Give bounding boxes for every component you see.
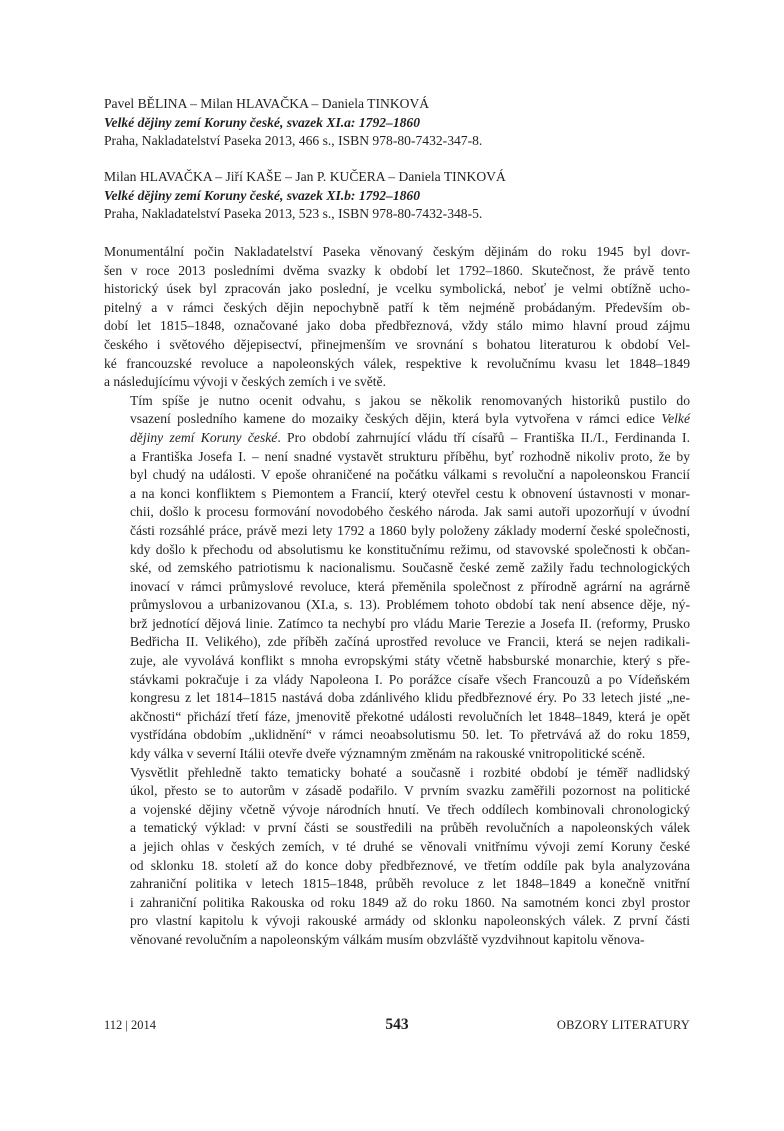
text-line: úkol, přesto se to autorům v zásadě podařilo. V prvním svazku zaměřili pozornost na politické bbox=[130, 783, 690, 799]
issue-number: 112 | 2014 bbox=[104, 1018, 157, 1032]
text-line: byl chudý na události. V epoše ohraničené na počátku válkami s revoluční a napoleonskou Francií bbox=[130, 467, 690, 483]
text-line: Monumentální počin Nakladatelství Paseka věnovaný českým dějinám do roku 1945 byl dovr- bbox=[104, 244, 690, 259]
text-line: průmyslovou a urbanizovanou (XI.a, s. 13). Problémem tohoto období tak není absence děje, ný- bbox=[130, 597, 690, 613]
page-number: 543 bbox=[385, 1016, 409, 1033]
text-line: a následujícímu vývoji v českých zemích i ve světě. bbox=[104, 374, 386, 390]
reference-publication: Praha, Nakladatelství Paseka 2013, 466 s., ISBN 978-80-7432-347-8. bbox=[104, 133, 483, 148]
text-line: vsazení posledního kamene do mozaiky českých dějin, která byla vytvořena v rámci edice Velké bbox=[130, 411, 690, 427]
text-line: ské, od zemského patriotismu k nacionalismu. Současně české země zažily řadu technologických bbox=[130, 560, 690, 576]
reference-1 bbox=[104, 95, 690, 151]
text-line: stávkami pokračuje i za vlády Napoleona I. Po porážce císaře všech Francouzů a po Vídeňském bbox=[130, 671, 690, 687]
page-footer bbox=[104, 1016, 690, 1038]
text-line: pitelný a v rámci českých dějin nepochybně patří k těm nejméně probádaným. Především ob- bbox=[104, 299, 690, 315]
text-line: českého i světového dějepisectví, přinejmenším ve srovnání s bohatou literaturou k období Vel- bbox=[104, 336, 690, 352]
text-line: dějiny zemí Koruny české. Pro období zahrnující vládu tří císařů – Františka II./I., Ferdinanda I. bbox=[130, 429, 690, 445]
reference-authors: Pavel BĚLINA – Milan HLAVAČKA – Daniela TINKOVÁ bbox=[104, 96, 430, 111]
text-line: Vysvětlit přehledně takto tematicky bohaté a současně i rozbité období je téměř nadlidský bbox=[130, 764, 690, 780]
text-line: pro vlastní kapitolu k vývoji rakouské armády od sklonku napoleonských válek. Z první části bbox=[130, 913, 690, 929]
text-line: vystřídána obdobím „uklidnění“ v rámci neoabsolutismu 50. let. To přetrvává až do roku 1859, bbox=[130, 727, 690, 743]
text-line: zuje, ale vyvolává konflikt s mnoha evropskými státy včetně habsburské monarchie, který s pře- bbox=[130, 653, 690, 669]
edition-title-end: dějiny zemí Koruny české bbox=[130, 429, 278, 445]
reference-publication: Praha, Nakladatelství Paseka 2013, 523 s., ISBN 978-80-7432-348-5. bbox=[104, 206, 483, 221]
review-body bbox=[104, 243, 690, 950]
reference-title: Velké dějiny zemí Koruny české, svazek XI.a: 1792–1860 bbox=[104, 114, 421, 130]
text-line: ké francouzské revoluce a napoleonských válek, respektive k revolučnímu kvasu let 1848–1849 bbox=[104, 355, 690, 371]
reference-authors: Milan HLAVAČKA – Jiří KAŠE – Jan P. KUČERA – Daniela TINKOVÁ bbox=[104, 169, 506, 184]
text-line: chii, došlo k procesu formování novodobého českého národa. Jak sami autoři upozorňují v úvodní bbox=[130, 504, 690, 520]
text-line: věnované revolučním a napoleonským válkám musím obzvláště vyzdvihnout kapitolu věnova- bbox=[130, 931, 645, 947]
text-line: historický úsek byl zpracován jako poslední, je vcelku symbolická, neboť je velmi obtížně ucho- bbox=[104, 281, 690, 297]
text-line: od sklonku 18. století až do konce doby předbřeznové, ve třetím oddíle pak byla analyzována bbox=[130, 857, 690, 873]
text-line: a tematický výklad: v první části se soustředili na průběh revolučních a napoleonských válek bbox=[130, 820, 690, 836]
edition-title-start: Velké bbox=[661, 411, 690, 427]
journal-name: OBZORY LITERATURY bbox=[556, 1018, 690, 1032]
text-line: a Františka Josefa I. – není snadné vystavět strukturu příběhu, byť rozhodně nikoliv proto, že by bbox=[130, 448, 690, 464]
text-line: části rozsáhlé práce, právě mezi lety 1792 a 1860 byly položeny základy moderní české společnosti, bbox=[130, 522, 690, 538]
text-line: dobí let 1815–1848, označované jako doba předbřeznová, vždy stálo mimo hlavní proud zájmu bbox=[104, 318, 690, 334]
text-line: a na konci konfliktem s Piemontem a Francií, který otevřel cestu k obnovení ústavnosti v monar- bbox=[130, 485, 690, 501]
text-line: šen v roce 2013 posledními dvěma svazky k období let 1792–1860. Skutečnost, že právě tento bbox=[104, 262, 690, 278]
text-line: a vojenské dějiny včetně vývoje národních hnutí. Ve třech oddílech kombinovali chronologický bbox=[130, 801, 690, 817]
reference-2 bbox=[104, 168, 690, 224]
text-line: brž jednotící dějová linie. Zatímco ta nechybí pro vládu Marie Terezie a Josefa II. (reformy, Prusko bbox=[130, 615, 690, 631]
text-line: kongresu z let 1814–1815 nastává doba zdánlivého klidu předbřeznové éry. Po 33 letech jisté „ne- bbox=[130, 690, 690, 706]
text-line: a jejich ohlas v českých zemích, v té druhé se věnovali vnitřnímu vývoji zemí Koruny české bbox=[130, 839, 690, 854]
text-line: Tím spíše je nutno ocenit odvahu, s jakou se několik renomovaných historiků pustilo do bbox=[130, 392, 690, 408]
text-line: zahraniční politika v letech 1815–1848, průběh revoluce z let 1848–1849 a konečně vnitřní bbox=[130, 876, 690, 892]
body-paragraph bbox=[104, 392, 690, 764]
reference-title: Velké dějiny zemí Koruny české, svazek XI.b: 1792–1860 bbox=[104, 187, 421, 203]
text-line: kdy došlo k přechodu od absolutismu ke konstitučnímu režimu, od stavovské společnosti k občan- bbox=[130, 541, 690, 557]
page bbox=[104, 0, 690, 1131]
text-line: kdy válka v severní Itálii otevře dveře významným změnám na rakouské vnitropolitické scéně. bbox=[130, 746, 646, 762]
text-line: inovací v rámci průmyslové revoluce, která přeměnila společnost z přírodně agrární na agrárně bbox=[130, 578, 690, 594]
text-line: Bedřicha II. Velikého), zde příběh začíná uprostřed revoluce ve Francii, která se nejen radikali- bbox=[130, 634, 690, 650]
text-line: akčnosti“ přichází třetí fáze, jmenovitě překotné události revolučních let 1848–1849, která je opět bbox=[130, 708, 690, 724]
body-paragraph bbox=[104, 243, 690, 392]
text-line: i zahraniční politika Rakouska od roku 1849 až do roku 1860. Na samotném konci zbyl prostor bbox=[130, 894, 690, 910]
body-paragraph bbox=[104, 764, 690, 950]
